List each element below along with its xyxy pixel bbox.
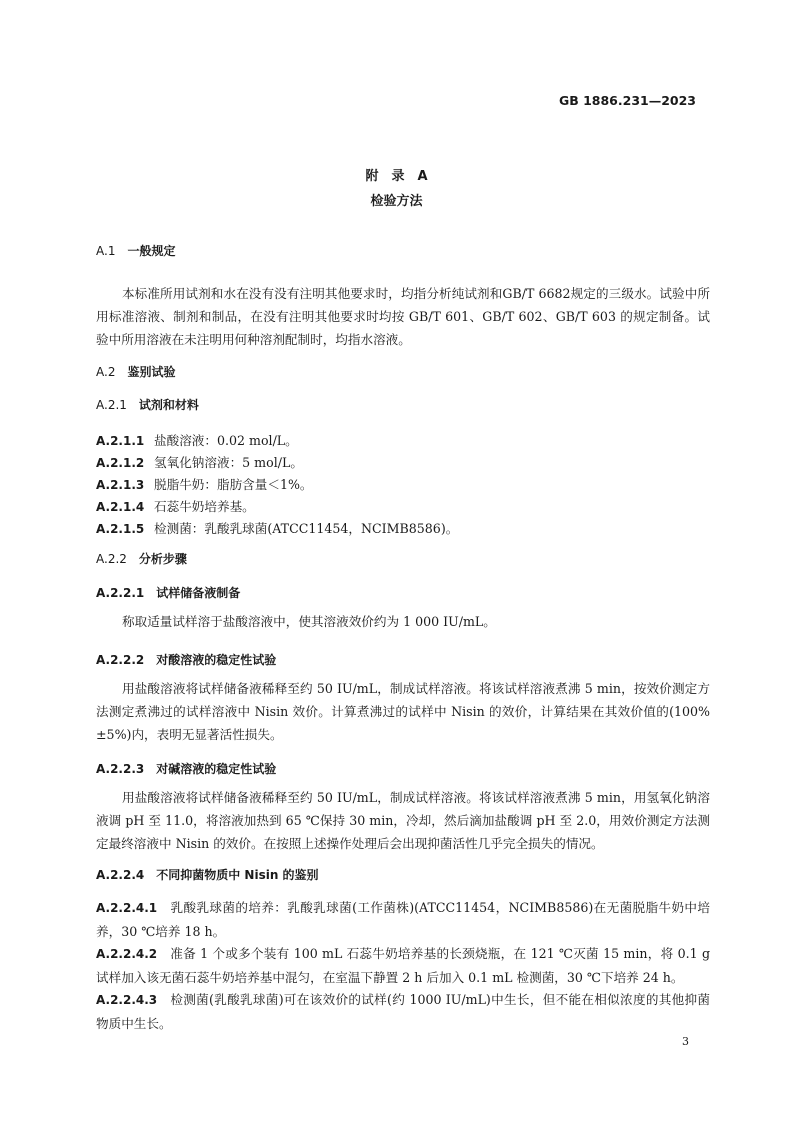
section-a1-paragraph: 本标准所用试剂和水在没有没有注明其他要求时，均指分析纯试剂和GB/T 6682规定的三级水。试验中所用标准溶液、制剂和制品，在没有注明其他要求时均按 GB/T 601、GB/T 602、GB/T 603 的规定制备。试验中所用溶液在未注明用何种溶剂配制时，均指水溶液。	[96, 286, 710, 347]
standard-number: GB 1886.231—2023	[558, 93, 696, 108]
section-number: A.2.2.1	[96, 586, 145, 600]
section-number: A.2.2.2	[96, 653, 145, 667]
section-title: 不同抑菌物质中 Nisin 的鉴别	[156, 868, 319, 882]
section-a22-heading	[96, 550, 187, 567]
item-text: 准备 1 个或多个装有 100 mL 石蕊牛奶培养基的长颈烧瓶，在 121 ℃灭菌 15 min，将 0.1 g 试样加入该无菌石蕊牛奶培养基中混匀，在室温下静置 2 h 后加入 0.1 mL 检测菌，30 ℃下培养 24 h。	[96, 946, 711, 985]
appendix-title: 检验方法	[370, 194, 423, 209]
section-a223-heading	[96, 760, 276, 777]
section-title: 对酸溶液的稳定性试验	[156, 653, 277, 667]
section-a1-heading	[96, 242, 175, 259]
item-text: 盐酸溶液：0.02 mol/L。	[154, 433, 298, 448]
list-item	[96, 988, 710, 1035]
item-text: 石蕊牛奶培养基。	[154, 499, 255, 514]
section-a2-heading	[96, 363, 175, 380]
list-item	[96, 496, 255, 515]
item-text: 氢氧化钠溶液：5 mol/L。	[154, 455, 303, 470]
list-item	[96, 518, 458, 537]
item-number: A.2.1.1	[96, 434, 145, 448]
section-number: A.2.2	[96, 552, 127, 566]
section-title: 分析步骤	[138, 552, 187, 566]
section-a224-heading	[96, 866, 319, 883]
item-number: A.2.1.3	[96, 478, 145, 492]
item-number: A.2.2.4.1	[96, 901, 158, 915]
section-a222-paragraph: 用盐酸溶液将试样储备液稀释至约 50 IU/mL，制成试样溶液。将该试样溶液煮沸 5 min，按效价测定方法测定煮沸过的试样溶液中 Nisin 效价。计算煮沸过的试样中 Nisin 的效价，计算结果在其效价值的(100%±5%)内，表明无显著活性损失。	[96, 681, 710, 742]
section-number: A.2.1	[96, 398, 127, 412]
section-a221-paragraph: 称取适量试样溶于盐酸溶液中，使其溶液效价约为 1 000 IU/mL。	[122, 614, 496, 629]
item-number: A.2.1.2	[96, 456, 145, 470]
section-a21-heading	[96, 396, 199, 413]
item-number: A.2.2.4.2	[96, 947, 158, 961]
section-title: 一般规定	[127, 244, 176, 258]
page-number: 3	[682, 1035, 689, 1048]
section-title: 对碱溶液的稳定性试验	[156, 762, 277, 776]
item-text: 乳酸乳球菌的培养：乳酸乳球菌(工作菌株)(ATCC11454，NCIMB8586)在无菌脱脂牛奶中培养，30 ℃培养 18 h。	[96, 900, 710, 939]
item-number: A.2.2.4.3	[96, 993, 158, 1007]
section-a223-paragraph: 用盐酸溶液将试样储备液稀释至约 50 IU/mL，制成试样溶液。将该试样溶液煮沸 5 min，用氢氧化钠溶液调 pH 至 11.0，将溶液加热到 65 ℃保持 30 min，冷却，然后滴加盐酸调 pH 至 2.0，用效价测定方法测定最终溶液中 Nisin 的效价。在按照上述操作处理后会出现抑菌活性几乎完全损失的情况。	[96, 790, 710, 851]
section-a221-heading	[96, 584, 240, 601]
item-text: 脱脂牛奶：脂肪含量＜1%。	[154, 477, 313, 492]
section-number: A.1	[96, 244, 116, 258]
item-number: A.2.1.5	[96, 522, 145, 536]
section-title: 鉴别试验	[127, 365, 176, 379]
section-number: A.2.2.3	[96, 762, 145, 776]
list-item	[96, 896, 710, 943]
item-text: 检测菌(乳酸乳球菌)可在该效价的试样(约 1000 IU/mL)中生长，但不能在相似浓度的其他抑菌物质中生长。	[96, 992, 711, 1031]
list-item	[96, 474, 313, 493]
list-item	[96, 452, 303, 471]
section-number: A.2.2.4	[96, 868, 145, 882]
section-title: 试样储备液制备	[156, 586, 241, 600]
section-title: 试剂和材料	[138, 398, 199, 412]
section-a222-heading	[96, 651, 276, 668]
section-number: A.2	[96, 365, 116, 379]
item-text: 检测菌：乳酸乳球菌(ATCC11454，NCIMB8586)。	[154, 521, 459, 536]
appendix-label: 附 录 A	[365, 169, 428, 184]
list-item	[96, 430, 298, 449]
list-item	[96, 942, 710, 989]
item-number: A.2.1.4	[96, 500, 145, 514]
